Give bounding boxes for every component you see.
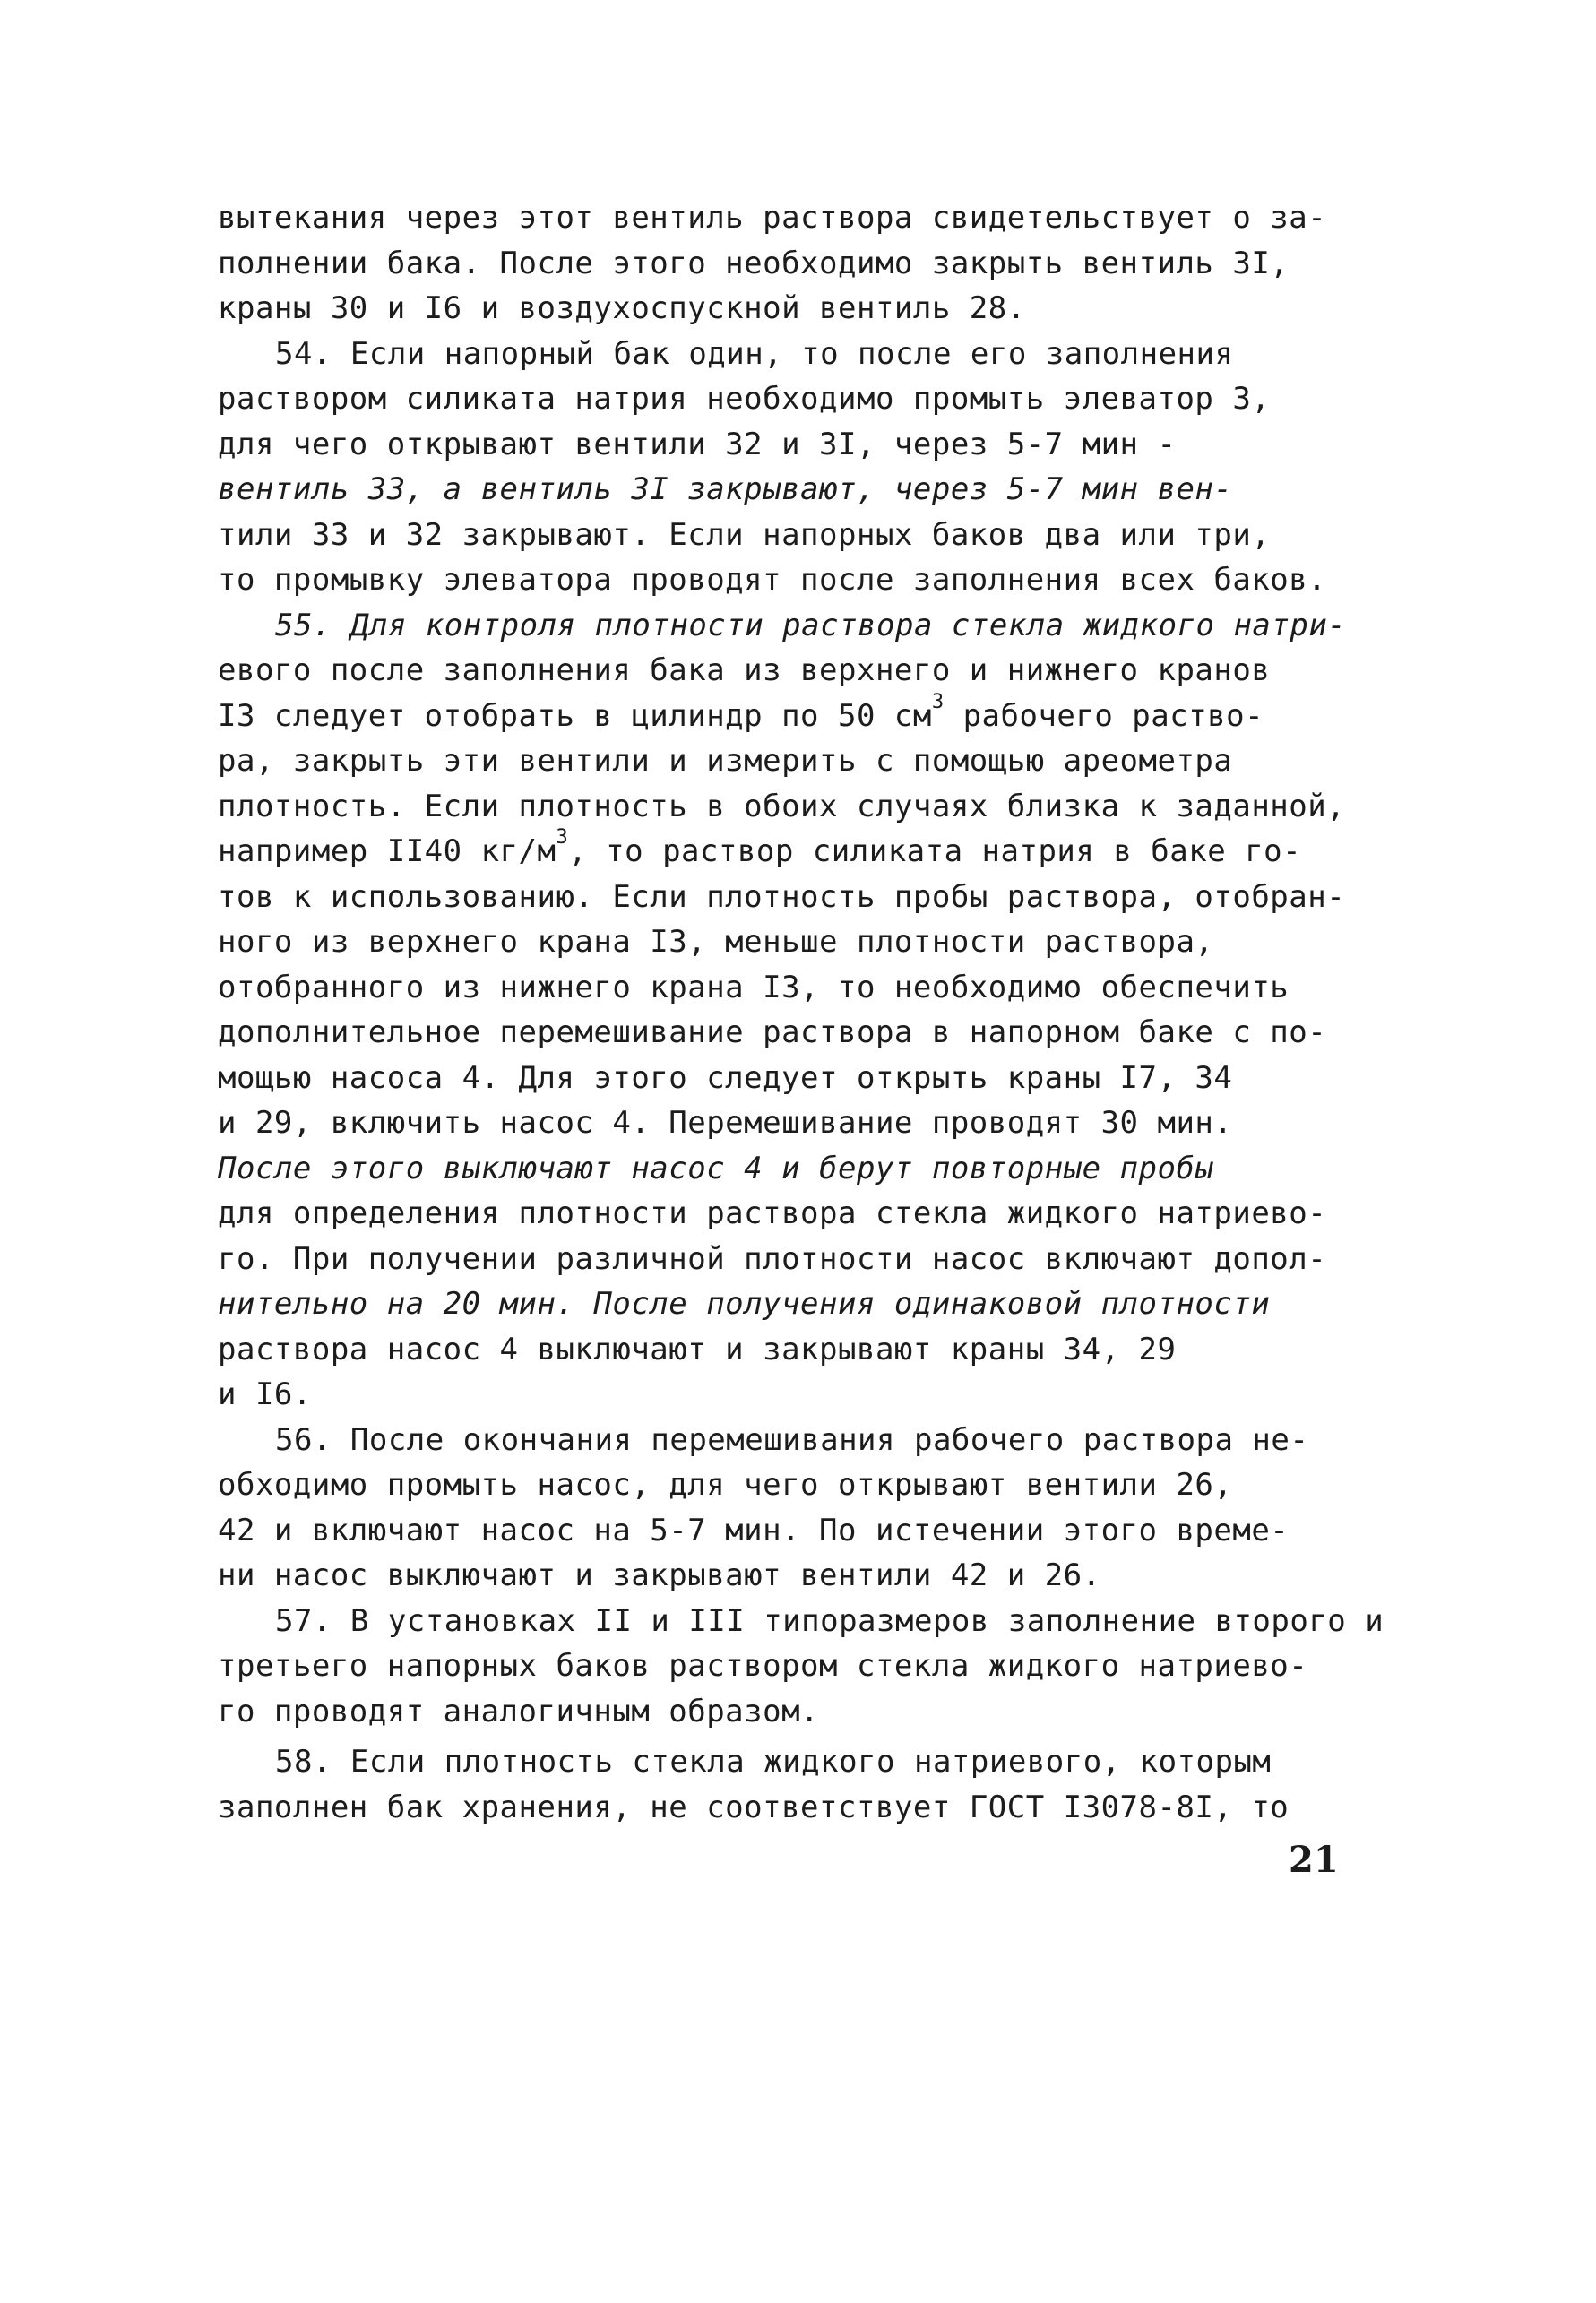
paragraph-56-start: 56. После окончания перемешивания рабочего раствора не-	[275, 1421, 1309, 1458]
line-text: I3 следует отобрать в цилиндр по 50 см	[218, 697, 932, 734]
text-line: После этого выключают насос 4 и берут повторные пробы	[218, 1150, 1214, 1186]
text-line: полнении бака. После этого необходимо закрыть вентиль 3I,	[218, 245, 1290, 281]
page-number: 21	[1289, 1839, 1339, 1881]
text-line: ни насос выключают и закрывают вентили 42 и 26.	[218, 1557, 1101, 1593]
text-line: вентиль 33, а вентиль 3I закрывают, через 5-7 мин вен-	[218, 471, 1233, 507]
text-line: раствором силиката натрия необходимо промыть элеватор 3,	[218, 381, 1271, 417]
line-text: например II40 кг/м	[218, 833, 556, 869]
text-line: и 29, включить насос 4. Перемешивание проводят 30 мин.	[218, 1105, 1233, 1141]
text-line: для определения плотности раствора стекла жидкого натриево-	[218, 1195, 1327, 1231]
text-line: ра, закрыть эти вентили и измерить с помощью ареометра	[218, 743, 1233, 779]
text-line: нительно на 20 мин. После получения одинаковой плотности	[218, 1286, 1271, 1322]
text-line: вытекания через этот вентиль раствора свидетельствует о за-	[218, 200, 1327, 236]
text-line: для чего открывают вентили 32 и 3I, через 5-7 мин -	[218, 426, 1177, 462]
text-line-superscript	[218, 826, 1329, 875]
text-line: и I6.	[218, 1376, 312, 1412]
paragraph-54-start: 54. Если напорный бак один, то после его заполнения	[275, 335, 1234, 372]
superscript-3: 3	[556, 826, 569, 849]
text-line: го. При получении различной плотности насос включают допол-	[218, 1240, 1327, 1277]
text-line: обходимо промыть насос, для чего открывают вентили 26,	[218, 1467, 1233, 1503]
text-line: заполнен бак хранения, не соответствует ГОСТ I3078-8I, то	[218, 1789, 1290, 1825]
text-line: мощью насоса 4. Для этого следует открыть краны I7, 34	[218, 1059, 1233, 1096]
text-line: то промывку элеватора проводят после заполнения всех баков.	[218, 562, 1327, 598]
body-text	[218, 195, 1385, 1830]
paragraph-57-start: 57. В установках II и III типоразмеров заполнение второго и	[275, 1602, 1385, 1639]
text-line: отобранного из нижнего крана I3, то необходимо обеспечить	[218, 969, 1290, 1005]
text-line: краны 30 и I6 и воздухоспускной вентиль 28.	[218, 290, 1026, 326]
text-line: дополнительное перемешивание раствора в напорном баке с по-	[218, 1014, 1327, 1050]
line-tail: , то раствор силиката натрия в баке го-	[568, 833, 1302, 869]
paragraph-55-start: 55. Для контроля плотности раствора стекла жидкого натри-	[275, 607, 1347, 643]
text-line: евого после заполнения бака из верхнего и нижнего кранов	[218, 652, 1271, 688]
line-tail: рабочего раство-	[944, 697, 1264, 734]
text-line: ного из верхнего крана I3, меньше плотности раствора,	[218, 924, 1214, 960]
text-line: плотность. Если плотность в обоих случаях близка к заданной,	[218, 788, 1346, 824]
paragraph-58-start: 58. Если плотность стекла жидкого натриевого, которым	[275, 1744, 1272, 1780]
text-line: третьего напорных баков раствором стекла жидкого натриево-	[218, 1648, 1308, 1684]
text-line: го проводят аналогичным образом.	[218, 1693, 820, 1729]
superscript-3: 3	[931, 690, 945, 713]
text-line: тов к использованию. Если плотность пробы раствора, отобран-	[218, 878, 1346, 915]
text-line: тили 33 и 32 закрывают. Если напорных баков два или три,	[218, 516, 1271, 553]
text-line: раствора насос 4 выключают и закрывают краны 34, 29	[218, 1331, 1177, 1367]
text-line: 42 и включают насос на 5-7 мин. По истечении этого време-	[218, 1512, 1290, 1548]
text-line-superscript	[218, 690, 1329, 739]
